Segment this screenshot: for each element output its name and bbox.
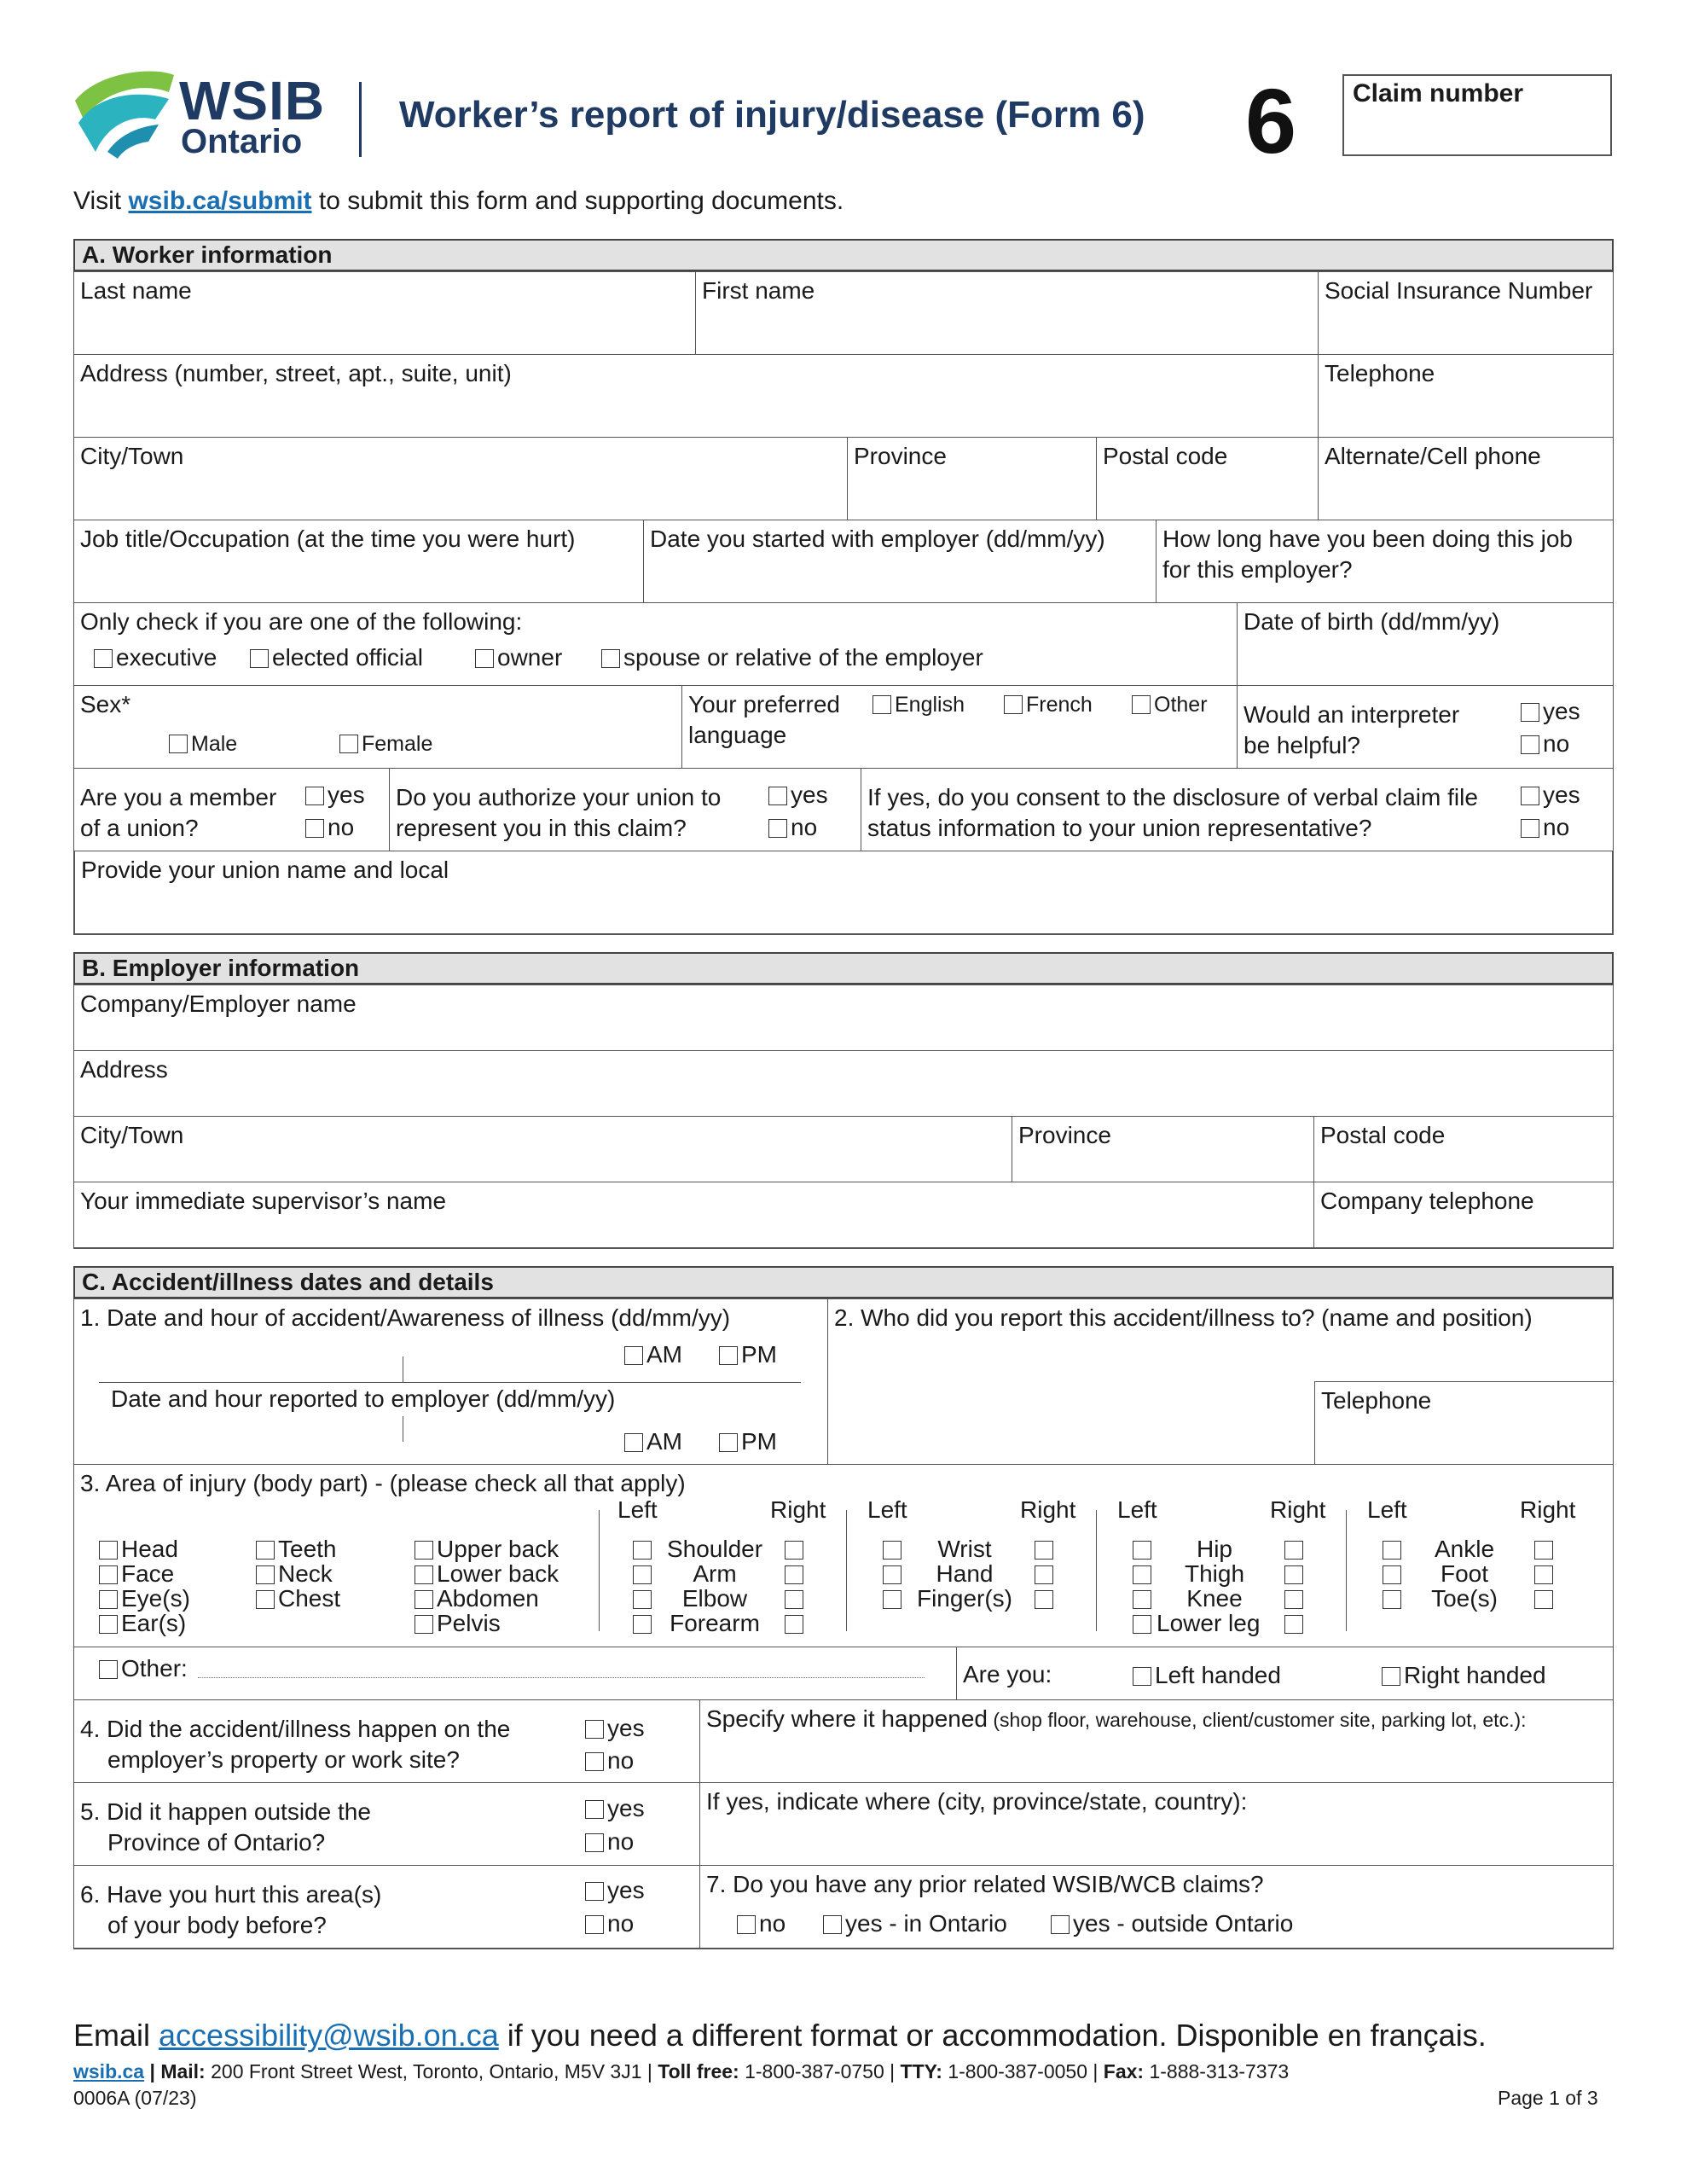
checkbox-english[interactable] xyxy=(872,694,965,716)
company-name-label: Company/Employer name xyxy=(80,990,357,1017)
body-col-divider-3 xyxy=(1096,1510,1097,1631)
no-label: no xyxy=(1543,814,1570,840)
executive-label: executive xyxy=(116,644,217,671)
q4-line1: 4. Did the accident/illness happen on the xyxy=(80,1716,511,1742)
address-field[interactable] xyxy=(73,354,1319,438)
telephone-label: Telephone xyxy=(1325,360,1435,386)
employer-address-field[interactable] xyxy=(73,1050,1614,1117)
visit-prefix: Visit xyxy=(73,187,129,215)
right-side-checkbox[interactable] xyxy=(1284,1587,1307,1611)
no-label: no xyxy=(1543,730,1570,757)
q5-no-checkbox[interactable] xyxy=(585,1830,634,1854)
first-name-field[interactable] xyxy=(695,271,1319,355)
elected-label: elected official xyxy=(272,644,423,671)
left-header-wrist: Left xyxy=(867,1496,907,1523)
right-handed-label: Right handed xyxy=(1404,1662,1546,1688)
right-handed-checkbox[interactable] xyxy=(1382,1664,1546,1687)
q5-line2: Province of Ontario? xyxy=(107,1829,326,1856)
employer-postal-field[interactable] xyxy=(1313,1116,1614,1182)
body-part-label: Wrist xyxy=(937,1536,992,1562)
checkbox-male[interactable] xyxy=(169,734,237,755)
yes-label: yes xyxy=(607,1877,645,1903)
logo-subtitle: Ontario xyxy=(181,123,303,160)
interpreter-yes-checkbox[interactable] xyxy=(1521,700,1580,723)
form-code: 0006A (07/23) xyxy=(73,2087,197,2109)
tollfree-label: Toll free: xyxy=(658,2060,739,2082)
outside-location-field[interactable] xyxy=(699,1782,1614,1866)
no-label: no xyxy=(328,814,355,840)
body-part-checkbox[interactable] xyxy=(99,1612,186,1635)
reported-date-label: Date and hour reported to employer (dd/mm/yy) xyxy=(111,1385,616,1412)
yes-label: yes xyxy=(607,1795,645,1821)
body-part-checkbox[interactable] xyxy=(415,1562,559,1586)
left-handed-label: Left handed xyxy=(1155,1662,1281,1688)
only-check-label: Only check if you are one of the following: xyxy=(80,608,523,635)
pm-label: PM xyxy=(741,1428,777,1455)
specify-hint: (shop floor, warehouse, client/customer site, parking lot, etc.): xyxy=(988,1709,1527,1731)
authorize-no-checkbox[interactable] xyxy=(768,816,817,839)
right-side-checkbox[interactable] xyxy=(1534,1537,1557,1561)
checkbox-other-language[interactable] xyxy=(1132,694,1208,716)
yes-label: yes xyxy=(791,781,828,808)
q7-group xyxy=(699,1865,1614,1949)
body-part-label: Lower leg xyxy=(1157,1610,1261,1636)
french-label: French xyxy=(1026,693,1093,717)
body-part-label: Elbow xyxy=(681,1585,748,1612)
body-part-label: Teeth xyxy=(278,1536,337,1562)
reported-am-checkbox[interactable] xyxy=(624,1430,682,1454)
dob-field[interactable] xyxy=(1237,602,1614,686)
q7-no-checkbox[interactable] xyxy=(737,1912,786,1936)
body-part-label: Knee xyxy=(1186,1585,1243,1612)
body-part-checkbox[interactable] xyxy=(99,1587,190,1611)
reported-to-field-cont[interactable] xyxy=(827,1381,1315,1465)
yes-label: yes xyxy=(607,1715,645,1741)
claim-number-field[interactable] xyxy=(1342,74,1612,156)
q1-label: 1. Date and hour of accident/Awareness of illness (dd/mm/yy) xyxy=(80,1304,731,1331)
visit-line xyxy=(73,187,844,216)
left-header-shoulder: Left xyxy=(617,1496,658,1523)
supervisor-label: Your immediate supervisor’s name xyxy=(80,1188,447,1214)
body-part-label: Hand xyxy=(936,1560,994,1587)
yes-label: yes xyxy=(328,781,365,808)
tty-number: 1-800-387-0050 | xyxy=(942,2060,1104,2082)
other-label: Other xyxy=(1154,693,1208,717)
visit-suffix: to submit this form and supporting documents. xyxy=(311,187,844,215)
body-col-divider-4 xyxy=(1346,1510,1347,1631)
right-side-checkbox[interactable] xyxy=(785,1612,807,1635)
union-member-label: Are you a member of a union? xyxy=(80,784,277,841)
interpreter-label: Would an interpreter be helpful? xyxy=(1244,701,1460,758)
job-title-label: Job title/Occupation (at the time you were hurt) xyxy=(80,526,576,552)
body-part-checkbox[interactable] xyxy=(256,1537,337,1561)
employer-address-label: Address xyxy=(80,1056,168,1083)
no-label: no xyxy=(607,1828,635,1855)
other-body-label: Other: xyxy=(121,1655,188,1682)
postal-code-field[interactable] xyxy=(1096,437,1319,520)
q5-line1: 5. Did it happen outside the xyxy=(80,1798,371,1825)
body-part-label: Ankle xyxy=(1434,1536,1495,1562)
company-phone-label: Company telephone xyxy=(1320,1188,1534,1214)
right-side-checkbox[interactable] xyxy=(1035,1537,1057,1561)
body-part-label: Face xyxy=(121,1560,175,1587)
body-part-label: Upper back xyxy=(437,1536,559,1562)
body-part-checkbox[interactable] xyxy=(415,1612,501,1635)
union-member-yes-checkbox[interactable] xyxy=(305,783,365,807)
q4-no-checkbox[interactable] xyxy=(585,1749,634,1773)
q7-yes-outside-checkbox[interactable] xyxy=(1051,1912,1293,1936)
body-part-label: Toe(s) xyxy=(1431,1585,1498,1612)
right-header-wrist: Right xyxy=(1020,1496,1076,1523)
body-part-checkbox[interactable] xyxy=(256,1562,333,1586)
am-label: AM xyxy=(646,1428,682,1455)
employer-city-field[interactable] xyxy=(73,1116,1012,1182)
form-number: 6 xyxy=(1245,69,1297,172)
body-part-label: Lower back xyxy=(437,1560,559,1587)
body-part-label: Hip xyxy=(1196,1536,1232,1562)
q7-yes-outside-label: yes - outside Ontario xyxy=(1073,1910,1294,1937)
wsib-site-link[interactable]: wsib.ca xyxy=(73,2060,145,2082)
body-part-label: Forearm xyxy=(670,1610,760,1636)
q5-label xyxy=(80,1797,371,1858)
q5-yes-checkbox[interactable] xyxy=(585,1797,645,1821)
fax-number: 1-888-313-7373 xyxy=(1144,2060,1290,2082)
city-field[interactable] xyxy=(73,437,848,520)
body-part-label: Eye(s) xyxy=(121,1585,190,1612)
left-header-hip: Left xyxy=(1117,1496,1157,1523)
q7-no-label: no xyxy=(759,1910,786,1937)
employer-postal-label: Postal code xyxy=(1320,1122,1446,1148)
how-long-field[interactable] xyxy=(1156,520,1614,603)
claim-number-label: Claim number xyxy=(1353,79,1524,107)
if-yes-where-label: If yes, indicate where (city, province/state, country): xyxy=(706,1788,1248,1815)
province-field[interactable] xyxy=(847,437,1097,520)
alt-phone-field[interactable] xyxy=(1318,437,1614,520)
consent-yes-checkbox[interactable] xyxy=(1521,783,1580,807)
body-part-label: Finger(s) xyxy=(916,1585,1012,1612)
q4-line2: employer’s property or work site? xyxy=(107,1746,460,1773)
section-b-heading: B. Employer information xyxy=(73,952,1614,985)
q7-yes-ontario-checkbox[interactable] xyxy=(823,1912,1007,1936)
accessibility-email-link[interactable]: accessibility@wsib.on.ca xyxy=(159,2018,499,2053)
reported-pm-checkbox[interactable] xyxy=(719,1430,777,1454)
company-phone-field[interactable] xyxy=(1313,1182,1614,1249)
contact-line: wsib.ca | Mail: 200 Front Street West, Toronto, Ontario, M5V 3J1 | Toll free: 1-800-387-0750 | TTY: 1-800-387-0050 | Fax: 1-888-313-7373 xyxy=(73,2060,1290,2082)
alt-phone-label: Alternate/Cell phone xyxy=(1325,443,1541,469)
logo-wordmark: WSIB xyxy=(179,70,326,131)
reported-phone-field[interactable] xyxy=(1314,1381,1614,1465)
submit-link[interactable]: wsib.ca/submit xyxy=(128,187,312,215)
q6-line1: 6. Have you hurt this area(s) xyxy=(80,1881,382,1908)
reported-phone-label: Telephone xyxy=(1321,1387,1432,1414)
body-part-label: Ear(s) xyxy=(121,1610,187,1636)
consent-label: If yes, do you consent to the disclosure of verbal claim file status information to your union representative? xyxy=(867,784,1478,841)
employer-province-label: Province xyxy=(1018,1122,1111,1148)
no-label: no xyxy=(791,814,818,840)
telephone-field[interactable] xyxy=(1318,354,1614,438)
checkbox-french[interactable] xyxy=(1004,694,1093,716)
right-header-hip: Right xyxy=(1270,1496,1326,1523)
right-header-shoulder: Right xyxy=(770,1496,826,1523)
supervisor-field[interactable] xyxy=(73,1182,1314,1249)
q6-no-checkbox[interactable] xyxy=(585,1912,634,1936)
q2-label: 2. Who did you report this accident/illness to? (name and position) xyxy=(834,1304,1533,1331)
male-label: Male xyxy=(191,732,238,756)
right-header-ankle: Right xyxy=(1520,1496,1576,1523)
are-you-label: Are you: xyxy=(963,1661,1052,1687)
q7-label: 7. Do you have any prior related WSIB/WCB claims? xyxy=(706,1871,1264,1897)
sex-label: Sex* xyxy=(80,691,131,717)
right-side-checkbox[interactable] xyxy=(1284,1562,1307,1586)
sin-field[interactable] xyxy=(1318,271,1614,355)
union-name-label: Provide your union name and local xyxy=(81,857,449,883)
employer-city-label: City/Town xyxy=(80,1122,184,1148)
section-c-heading: C. Accident/illness dates and details xyxy=(73,1266,1614,1298)
q6-yes-checkbox[interactable] xyxy=(585,1879,645,1902)
body-col-divider-2 xyxy=(846,1510,847,1631)
mail-label: Mail: xyxy=(160,2060,206,2082)
date-underline xyxy=(99,1382,801,1383)
accident-am-checkbox[interactable] xyxy=(624,1343,682,1367)
body-part-label: Abdomen xyxy=(437,1585,539,1612)
right-side-checkbox[interactable] xyxy=(785,1587,807,1611)
mail-address: 200 Front Street West, Toronto, Ontario, M5V 3J1 | xyxy=(205,2060,658,2082)
body-part-label: Pelvis xyxy=(437,1610,501,1636)
body-part-label: Neck xyxy=(278,1560,333,1587)
how-long-label: How long have you been doing this job for this employer? xyxy=(1162,526,1574,583)
body-part-label: Shoulder xyxy=(666,1536,763,1562)
sex-group xyxy=(73,685,682,769)
interpreter-no-checkbox[interactable] xyxy=(1521,732,1569,756)
union-name-field[interactable] xyxy=(73,851,1614,935)
specify-label: Specify where it happened xyxy=(706,1705,988,1732)
email-suffix: if you need a different format or accommodation. Disponible en français. xyxy=(498,2018,1487,2053)
no-label: no xyxy=(607,1747,635,1774)
checkbox-owner[interactable] xyxy=(475,646,562,670)
left-header-ankle: Left xyxy=(1367,1496,1407,1523)
checkbox-female[interactable] xyxy=(339,734,432,755)
last-name-label: Last name xyxy=(80,277,192,304)
consent-no-checkbox[interactable] xyxy=(1521,816,1569,839)
fax-label: Fax: xyxy=(1103,2060,1145,2082)
checkbox-executive[interactable] xyxy=(94,646,217,670)
consent-group xyxy=(861,768,1614,851)
authorize-union-label: Do you authorize your union to represent you in this claim? xyxy=(396,784,722,841)
employer-province-field[interactable] xyxy=(1012,1116,1314,1182)
language-label: Your preferred language xyxy=(688,691,840,748)
sin-label: Social Insurance Number xyxy=(1325,277,1593,304)
tollfree-number: 1-800-387-0750 | xyxy=(739,2060,901,2082)
body-part-checkbox[interactable] xyxy=(415,1587,539,1611)
address-label: Address (number, street, apt., suite, unit) xyxy=(80,360,512,386)
left-handed-checkbox[interactable] xyxy=(1133,1664,1281,1687)
q3-label: 3. Area of injury (body part) - (please check all that apply) xyxy=(80,1470,686,1496)
spouse-label: spouse or relative of the employer xyxy=(623,644,983,671)
company-name-field[interactable] xyxy=(73,985,1614,1051)
authorize-yes-checkbox[interactable] xyxy=(768,783,828,807)
right-side-checkbox[interactable] xyxy=(785,1537,807,1561)
body-part-label: Foot xyxy=(1440,1560,1489,1587)
reported-to-field[interactable] xyxy=(827,1298,1614,1382)
yes-label: yes xyxy=(1543,698,1580,724)
header-divider xyxy=(359,82,362,157)
q6-label xyxy=(80,1879,381,1941)
accessibility-note xyxy=(73,2018,1487,2053)
section-a-heading: A. Worker information xyxy=(73,239,1614,271)
right-side-checkbox[interactable] xyxy=(1284,1537,1307,1561)
body-part-label: Head xyxy=(121,1536,178,1562)
other-area xyxy=(73,1647,957,1700)
form-title: Worker’s report of injury/disease (Form 6) xyxy=(399,94,1145,136)
date-started-field[interactable] xyxy=(643,520,1157,603)
body-part-label: Arm xyxy=(693,1560,737,1587)
checkbox-spouse-relative[interactable] xyxy=(601,646,983,670)
date-started-label: Date you started with employer (dd/mm/yy) xyxy=(650,526,1105,552)
postal-code-label: Postal code xyxy=(1103,443,1228,469)
pm-label: PM xyxy=(741,1341,777,1368)
female-label: Female xyxy=(362,732,433,756)
english-label: English xyxy=(895,693,965,717)
body-col-divider-1 xyxy=(599,1510,600,1631)
job-title-field[interactable] xyxy=(73,520,644,603)
right-side-checkbox[interactable] xyxy=(1035,1562,1057,1586)
owner-label: owner xyxy=(497,644,563,671)
email-prefix: Email xyxy=(73,2018,159,2053)
q6-line2: of your body before? xyxy=(107,1912,327,1938)
q4-yes-checkbox[interactable] xyxy=(585,1716,645,1740)
right-side-checkbox[interactable] xyxy=(1284,1612,1307,1635)
accident-pm-checkbox[interactable] xyxy=(719,1343,777,1367)
right-side-checkbox[interactable] xyxy=(1534,1587,1557,1611)
left-side-checkbox[interactable] xyxy=(1133,1612,1155,1635)
right-side-checkbox[interactable] xyxy=(1035,1587,1057,1611)
city-label: City/Town xyxy=(80,443,184,469)
right-side-checkbox[interactable] xyxy=(1534,1562,1557,1586)
province-label: Province xyxy=(854,443,947,469)
checkbox-elected-official[interactable] xyxy=(250,646,423,670)
body-part-checkbox[interactable] xyxy=(256,1587,340,1611)
last-name-field[interactable] xyxy=(73,271,696,355)
dob-label: Date of birth (dd/mm/yy) xyxy=(1244,608,1500,635)
page-number: Page 1 of 3 xyxy=(1498,2087,1598,2109)
body-part-label: Chest xyxy=(278,1585,341,1612)
tty-label: TTY: xyxy=(900,2060,942,2082)
body-part-checkbox[interactable] xyxy=(99,1562,174,1586)
right-side-checkbox[interactable] xyxy=(785,1562,807,1586)
body-part-label: Thigh xyxy=(1184,1560,1245,1587)
yes-label: yes xyxy=(1543,781,1580,808)
body-part-checkbox[interactable] xyxy=(99,1537,178,1561)
specify-location-field[interactable] xyxy=(699,1699,1614,1783)
am-label: AM xyxy=(646,1341,682,1368)
first-name-label: First name xyxy=(702,277,815,304)
no-label: no xyxy=(607,1910,635,1937)
union-member-no-checkbox[interactable] xyxy=(305,816,354,839)
body-part-checkbox[interactable] xyxy=(415,1537,559,1561)
q7-yes-ontario-label: yes - in Ontario xyxy=(845,1910,1007,1937)
q4-label xyxy=(80,1714,510,1775)
